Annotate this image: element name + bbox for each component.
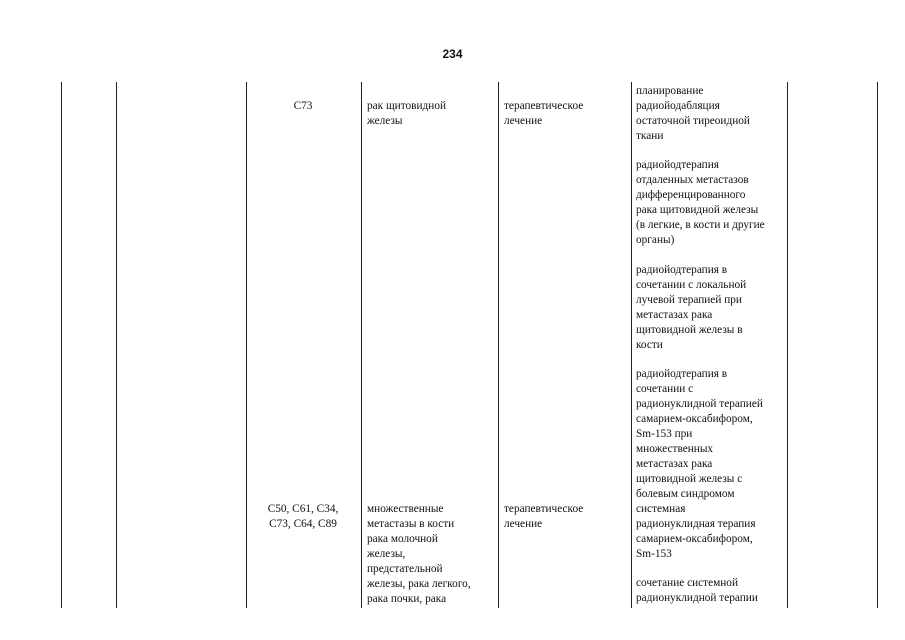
text-line: планирование <box>636 85 704 97</box>
icd-codes-cell <box>251 502 355 532</box>
text-line: сочетании с локальной <box>636 279 747 291</box>
text-line: сочетании с <box>636 383 694 395</box>
text-line: лечение <box>504 518 543 530</box>
treatment-method <box>636 84 750 144</box>
text-line: сочетание системной <box>636 577 738 589</box>
treatment-method <box>636 367 763 502</box>
text-line: Sm-153 при <box>636 428 693 440</box>
column-divider <box>61 82 62 608</box>
disease-cell <box>367 99 446 129</box>
text-line: кости <box>636 339 663 351</box>
text-line: лучевой терапией при <box>636 294 742 306</box>
text-line: Sm-153 <box>636 548 672 560</box>
text-line: (в легкие, в кости и другие <box>636 219 765 231</box>
text-line: щитовидной железы в <box>636 324 743 336</box>
treatment-type-cell <box>504 99 583 129</box>
treatment-type-cell <box>504 502 583 532</box>
text-line: радионуклидной терапии <box>636 592 758 604</box>
text-line: органы) <box>636 234 675 246</box>
text-line: железы, <box>367 548 406 560</box>
text-line: болевым синдромом <box>636 488 735 500</box>
column-divider <box>116 82 117 608</box>
text-line: множественные <box>367 503 444 515</box>
text-line: радионуклидная терапия <box>636 518 756 530</box>
text-line: рака щитовидной железы <box>636 204 759 216</box>
text-line: C50, C61, C34, <box>267 503 339 515</box>
disease-cell <box>367 502 471 607</box>
text-line: множественных <box>636 443 714 455</box>
treatment-method <box>636 576 758 606</box>
text-line: радиойодтерапия <box>636 159 719 171</box>
text-line: ткани <box>636 130 664 142</box>
text-line: системная <box>636 503 686 515</box>
text-line: радионуклидной терапией <box>636 398 763 410</box>
text-line: метастазы в кости <box>367 518 455 530</box>
treatment-method <box>636 502 756 562</box>
text-line: остаточной тиреоидной <box>636 115 750 127</box>
page-number: 234 <box>442 47 463 61</box>
text-line: радиойодабляция <box>636 100 720 112</box>
treatment-method <box>636 158 765 248</box>
column-divider <box>361 82 362 608</box>
text-line: метастазах рака <box>636 309 713 321</box>
text-line: терапевтическое <box>504 503 584 515</box>
column-divider <box>877 82 878 608</box>
text-line: самарием-оксабифором, <box>636 413 753 425</box>
text-line: щитовидной железы с <box>636 473 743 485</box>
treatment-method <box>636 263 746 353</box>
text-line: лечение <box>504 115 543 127</box>
text-line: рака молочной <box>367 533 438 545</box>
text-line: предстательной <box>367 563 443 575</box>
text-line: рака почки, рака <box>367 593 447 605</box>
text-line: самарием-оксабифором, <box>636 533 753 545</box>
text-line: дифференцированного <box>636 189 746 201</box>
text-line: радиойодтерапия в <box>636 368 728 380</box>
column-divider <box>246 82 247 608</box>
text-line: метастазах рака <box>636 458 713 470</box>
text-line: C73 <box>293 100 313 112</box>
text-line: железы, рака легкого, <box>367 578 471 590</box>
text-line: рак щитовидной <box>367 100 447 112</box>
text-line: радиойодтерапия в <box>636 264 728 276</box>
text-line: терапевтическое <box>504 100 584 112</box>
column-divider <box>631 82 632 608</box>
text-line: C73, C64, C89 <box>269 518 337 530</box>
text-line: отдаленных метастазов <box>636 174 749 186</box>
text-line: железы <box>367 115 403 127</box>
icd-codes-cell <box>251 99 355 114</box>
column-divider <box>787 82 788 608</box>
column-divider <box>498 82 499 608</box>
